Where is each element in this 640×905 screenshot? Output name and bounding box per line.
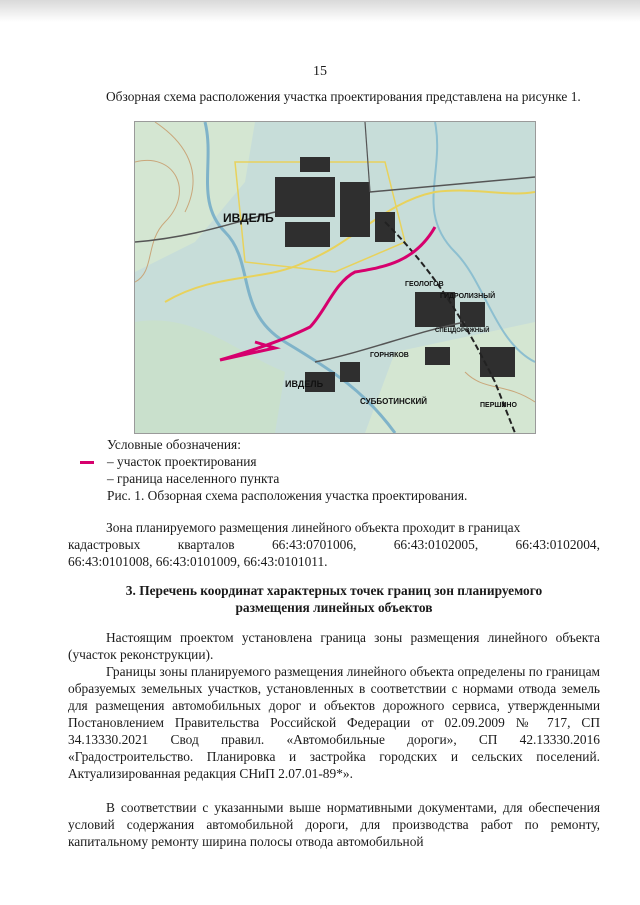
legend-item-label: – участок проектирования <box>107 454 257 469</box>
section-3-paragraph-2: Границы зоны планируемого размещения линейного объекта определены по границам образуемых земельных участков, установленных в соответствии с нормами отвода земель для размещения автомобильных дорог и объектов дорожного сервиса, утвержденными Постановлением Правительства Российской Федерации от 02.09.2009 № 717, СП 34.13330.2021 Свод правил. «Автомобильные дороги», СП 42.13330.2016 «Градостроительство. Планировка и застройка городских и сельских поселений. Актуализированная редакция СНиП 2.07.01-89*». <box>68 664 600 781</box>
legend-title: Условные обозначения: <box>107 437 241 452</box>
map-label: ИВДЕЛЬ <box>285 379 324 389</box>
zone-word: кварталов <box>177 537 235 552</box>
section-3-heading <box>68 582 600 616</box>
zone-line-2 <box>68 536 600 553</box>
zone-word: 66:43:0102004, <box>515 537 600 552</box>
zone-word: кадастровых <box>68 537 141 552</box>
map-label: ГИДРОЛИЗНЫЙ <box>440 293 496 300</box>
map-label: ГЕОЛОГОВ <box>405 281 444 288</box>
map-graphic <box>135 122 535 433</box>
map-label: ПЕРШИНО <box>480 402 517 409</box>
section-heading-line: размещения линейных объектов <box>235 600 433 615</box>
intro-paragraph: Обзорная схема расположения участка проектирования представлена на рисунке 1. <box>106 89 581 104</box>
scan-shadow <box>0 0 640 22</box>
section-3-paragraph-1: Настоящим проектом установлена граница зоны размещения линейного объекта (участок реконструкции). <box>68 630 600 662</box>
zone-word: 66:43:0701006, <box>271 537 357 552</box>
zone-line-1: Зона планируемого размещения линейного объекта проходит в границах <box>106 520 521 535</box>
figure-caption: Рис. 1. Обзорная схема расположения участка проектирования. <box>107 488 468 503</box>
magenta-line-icon <box>80 461 94 464</box>
zone-line-3: 66:43:0101008, 66:43:0101009, 66:43:0101011. <box>68 554 328 569</box>
zone-word: 66:43:0102005, <box>393 537 479 552</box>
map-label: ИВДЕЛЬ <box>223 211 274 225</box>
page-number: 15 <box>313 64 327 79</box>
overview-map <box>134 121 536 434</box>
map-label: СУББОТИНСКИЙ <box>360 397 427 406</box>
section-3-paragraph-3: В соответствии с указанными выше нормативными документами, для обеспечения условий содержания автомобильной дороги, для производства работ по ремонту, капитальному ремонту ширина полосы отвода автомобильной <box>68 800 600 849</box>
zone-paragraph <box>68 519 600 570</box>
map-label: ГОРНЯКОВ <box>370 352 409 359</box>
map-label: СПЕЦДОРОЖНЫЙ <box>435 328 490 334</box>
legend-item-boundary: – граница населенного пункта <box>107 471 280 486</box>
section-heading-line: 3. Перечень координат характерных точек границ зон планируемого <box>125 583 543 598</box>
